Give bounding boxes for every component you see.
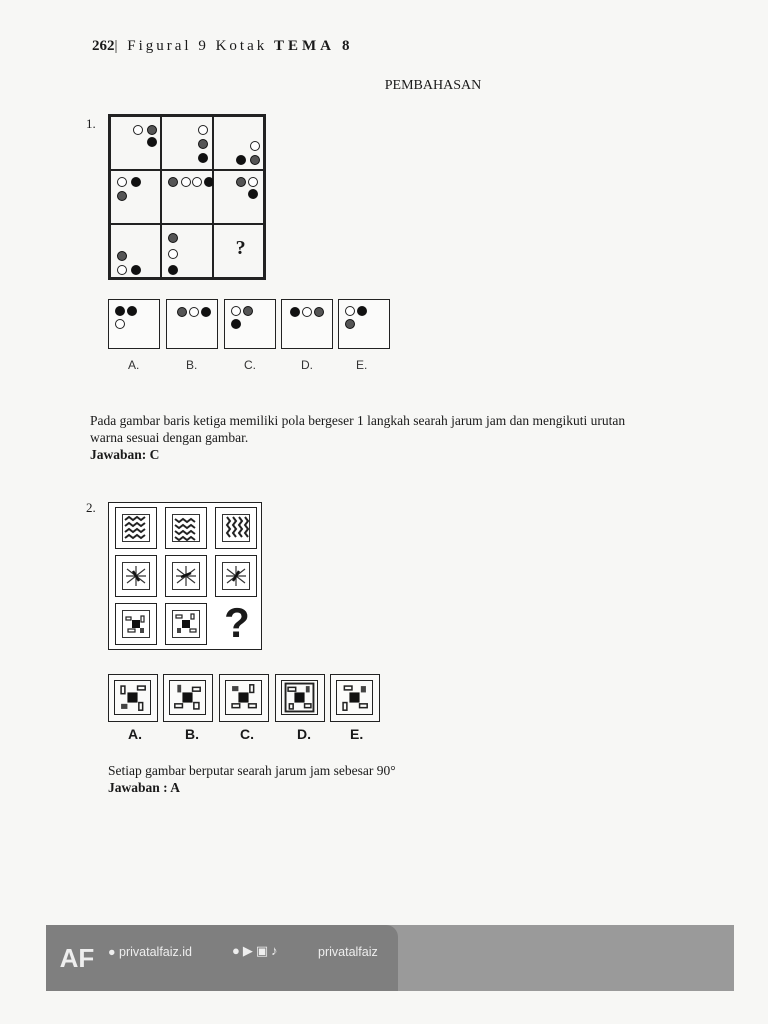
white-dot [181,177,191,187]
black-dot [147,137,157,147]
puzzle-shapes-icon [169,680,206,715]
matrix-cell [110,116,161,170]
option-a-figure[interactable] [108,674,158,722]
question-mark: ? [224,599,250,646]
black-dot [198,153,208,163]
youtube-icon[interactable]: ▶ [242,943,256,958]
matrix-cell [110,224,161,278]
logo-text: AF [59,942,95,973]
question-2-number: 2. [86,500,96,515]
page-header [92,38,353,55]
black-dot [236,155,246,165]
option-c-label: C. [240,726,254,742]
matrix-cell [115,555,157,597]
white-dot [133,125,143,135]
option-d-label: D. [297,726,311,742]
matrix-cell [161,224,212,278]
footer-banner [46,925,734,991]
option-d-label: D. [301,358,313,372]
matrix-cell [110,170,161,224]
option-b-figure[interactable] [163,674,213,722]
grey-dot [243,306,253,316]
white-dot [198,125,208,135]
grey-dot [168,233,178,243]
option-a-label: A. [128,358,140,372]
matrix-cell [161,170,212,224]
matrix-cell [165,603,207,645]
matrix-cell [165,555,207,597]
option-c-figure[interactable] [224,299,276,349]
matrix-cell [215,507,257,549]
website-text: privatalfaiz.id [119,945,192,959]
website-link[interactable]: ● privatalfaiz.id [108,945,192,959]
question-mark: ? [235,237,246,259]
question-2-answer: Jawaban : A [108,780,181,795]
white-dot [117,265,127,275]
puzzle-shapes-icon [122,610,150,638]
black-dot [248,189,258,199]
white-dot [345,306,355,316]
grey-dot [345,319,355,329]
social-handle[interactable]: privatalfaiz [318,945,378,959]
question-2-explanation: Setiap gambar berputar searah jarum jam sebesar 90° [108,763,396,778]
matrix-cell [161,116,212,170]
question-1-matrix [108,114,266,280]
grey-dot [198,139,208,149]
matrix-cell [165,507,207,549]
puzzle-shapes-icon [336,680,373,715]
white-dot [117,177,127,187]
section-title: PEMBAHASAN [384,78,482,93]
grey-dot [177,307,187,317]
black-dot [127,306,137,316]
star-burst-icon [122,562,150,590]
black-dot [131,265,141,275]
puzzle-shapes-icon [225,680,262,715]
black-dot [357,306,367,316]
question-1-number: 1. [86,116,96,131]
matrix-cell [213,116,264,170]
grey-dot [250,155,260,165]
option-c-figure[interactable] [219,674,269,722]
question-2-matrix [108,502,262,650]
zigzag-pattern-icon [122,514,150,542]
footer-tab [46,925,398,991]
white-dot [231,306,241,316]
black-dot [231,319,241,329]
header-tema: TEMA 8 [274,38,354,54]
grey-dot [147,125,157,135]
matrix-cell [213,170,264,224]
instagram-icon[interactable]: ▣ [255,943,272,958]
option-b-label: B. [186,358,198,372]
grey-dot [168,177,178,187]
black-dot [115,306,125,316]
grey-dot [236,177,246,187]
option-d-figure[interactable] [281,299,333,349]
tiktok-icon[interactable]: ♪ [271,943,281,958]
option-a-label: A. [128,726,142,742]
zigzag-pattern-icon [222,514,250,542]
option-e-label: E. [350,726,364,742]
option-d-figure[interactable] [275,674,325,722]
option-e-figure[interactable] [330,674,380,722]
option-a-figure[interactable] [108,299,160,349]
black-dot [290,307,300,317]
white-dot [250,141,260,151]
black-dot [131,177,141,187]
white-dot [189,307,199,317]
white-dot [168,249,178,259]
option-c-label: C. [244,358,256,372]
social-icons [232,943,281,959]
grey-dot [117,191,127,201]
page-number: 262 [92,38,115,54]
matrix-cell [115,507,157,549]
option-e-figure[interactable] [338,299,390,349]
brand-logo [54,931,100,985]
white-dot [248,177,258,187]
puzzle-shapes-icon [114,680,151,715]
option-b-label: B. [185,726,199,742]
matrix-cell [215,555,257,597]
whatsapp-icon[interactable]: ● [232,943,243,958]
white-dot [192,177,202,187]
header-separator: | [114,38,121,54]
star-burst-icon [222,562,250,590]
question-1-answer: Jawaban: C [90,447,160,462]
matrix-cell [115,603,157,645]
question-1-explanation: Pada gambar baris ketiga memiliki pola bergeser 1 langkah searah jarum jam dan mengikuti urutan warna sesuai dengan gambar. [90,413,626,445]
white-dot [115,319,125,329]
option-e-label: E. [356,358,368,372]
white-dot [302,307,312,317]
zigzag-pattern-icon [172,514,200,542]
option-b-figure[interactable] [166,299,218,349]
grey-dot [117,251,127,261]
header-title: Figural 9 Kotak [127,38,268,54]
puzzle-shapes-icon [172,610,200,638]
black-dot [168,265,178,275]
grey-dot [314,307,324,317]
puzzle-shapes-icon [281,680,318,715]
black-dot [201,307,211,317]
matrix-cell-unknown [213,224,264,278]
star-burst-icon [172,562,200,590]
